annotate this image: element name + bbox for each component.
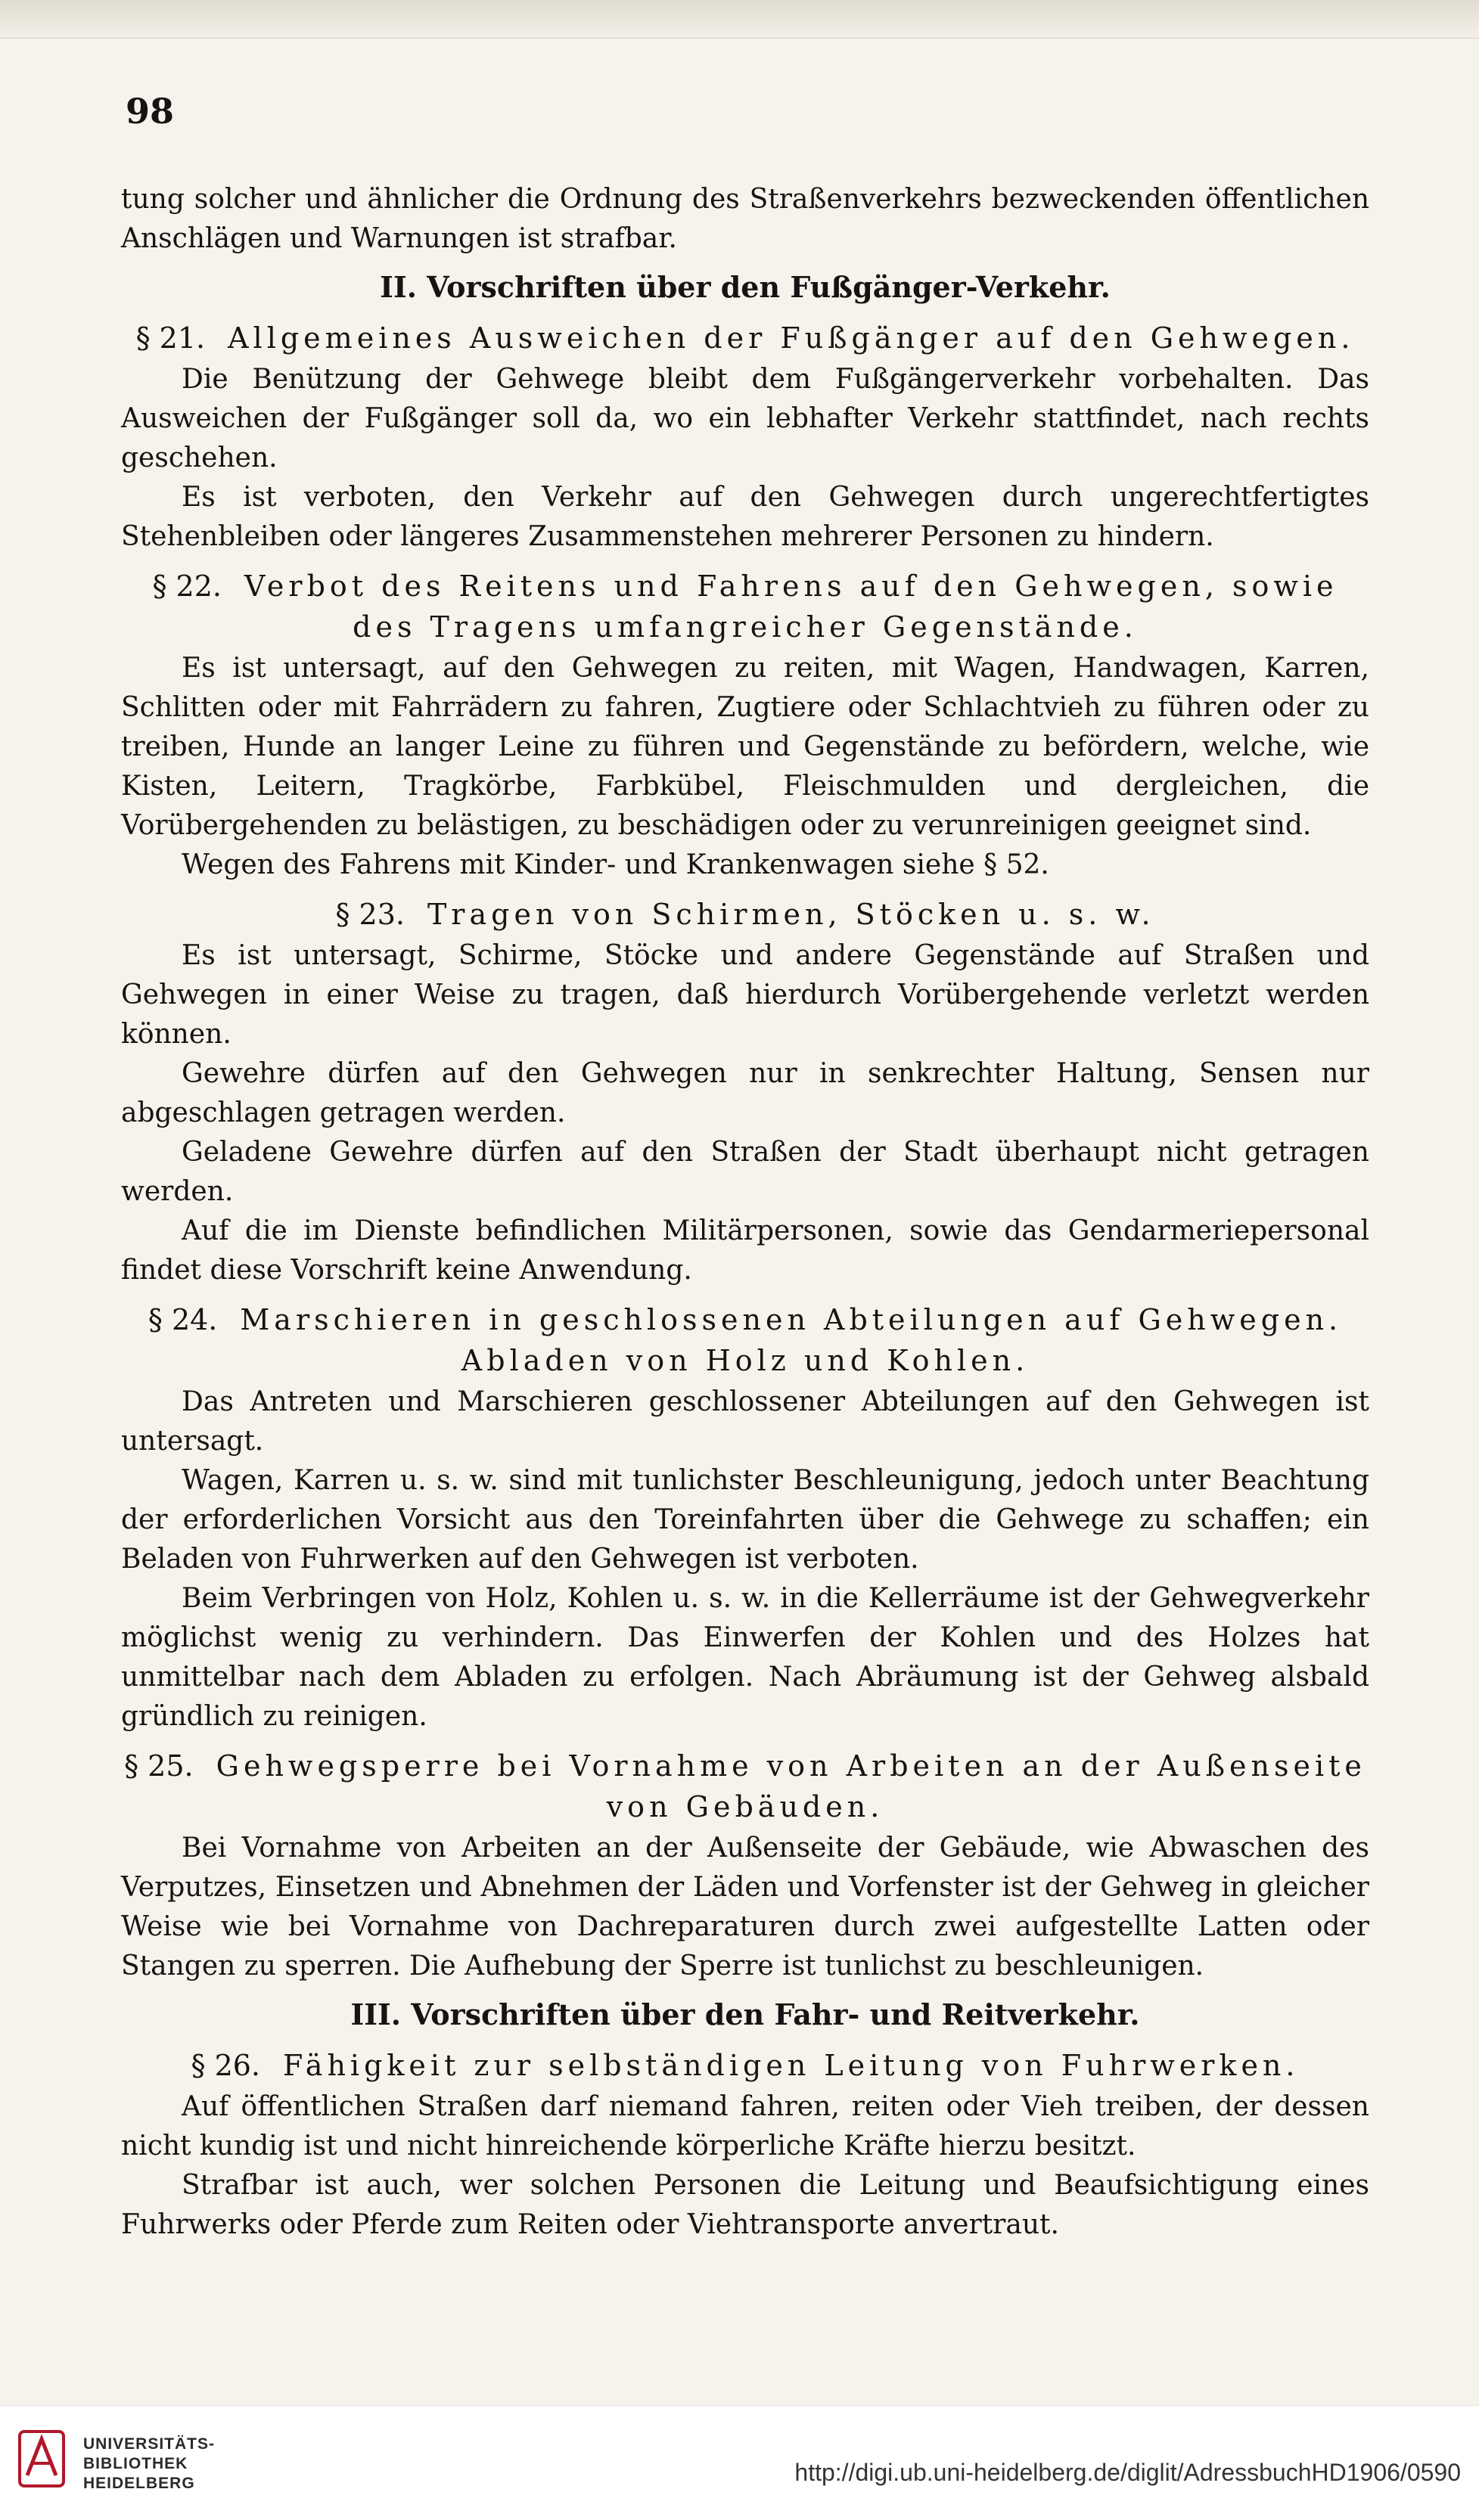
university-library-logo-icon (17, 2428, 67, 2489)
paragraph-title (121, 1746, 1369, 1827)
paragraph-text: Strafbar ist auch, wer solchen Personen die Leitung und Beaufsichtigung eines Fuhrwerks oder Pferde zum Reiten oder Viehtransporte anvertraut. (121, 2170, 1369, 2240)
intro-text: tung solcher und ähnlicher die Ordnung des Straßenverkehrs bezweckenden öffentlichen Anschlägen und Warnungen ist strafbar. (121, 184, 1369, 254)
paragraph-title (121, 1299, 1369, 1381)
paragraph-text: Auf öffentlichen Straßen darf niemand fahren, reiten oder Vieh treiben, der dessen nicht kundig ist und nicht hinreichende körperliche Kräfte hierzu besitzt. (121, 2091, 1369, 2162)
paragraph-title-text: Allgemeines Ausweichen der Fußgänger auf den Gehwegen. (228, 321, 1355, 355)
paragraph-text: Auf die im Dienste befindlichen Militärpersonen, sowie das Gendarmeriepersonal findet diese Vorschrift keine Anwendung. (121, 1215, 1369, 1286)
paragraph-title-text: Marschieren in geschlossenen Abteilungen auf Gehwegen. Abladen von Holz und Kohlen. (240, 1303, 1343, 1377)
paragraph-number: § 25. (124, 1749, 194, 1783)
library-line: UNIVERSITÄTS- (83, 2435, 216, 2453)
paragraph-title (121, 566, 1369, 647)
paragraph-text: Die Benützung der Gehwege bleibt dem Fußgängerverkehr vorbehalten. Das Ausweichen der Fußgänger soll da, wo ein lebhafter Verkehr stattfindet, nach rechts geschehen. (121, 364, 1369, 473)
paragraph-text: Es ist verboten, den Verkehr auf den Gehwegen durch ungerechtfertigtes Stehenbleiben oder längeres Zusammenstehen mehrerer Personen zu hindern. (121, 482, 1369, 552)
footer-bar (0, 2405, 1479, 2520)
document-page (121, 91, 1369, 2245)
paragraph-text: Es ist untersagt, auf den Gehwegen zu reiten, mit Wagen, Handwagen, Karren, Schlitten oder mit Fahrrädern zu fahren, Zugtiere oder Schlachtvieh zu führen oder zu treiben, Hunde an langer Leine zu führen und Gegenstände zu befördern, welche, wie Kisten, Leitern, Tragkörbe, Farbkübel, Fleischmulden und dergleichen, die Vorübergehenden zu belästigen, zu beschädigen oder zu verunreinigen geeignet sind. (121, 653, 1369, 841)
paragraph-number: § 26. (191, 2049, 260, 2082)
scan-top-edge (0, 0, 1479, 39)
paragraph-text: Es ist untersagt, Schirme, Stöcke und andere Gegenstände auf Straßen und Gehwegen in einer Weise zu tragen, daß hierdurch Vorübergehende verletzt werden können. (121, 940, 1369, 1050)
paragraph-number: § 23. (335, 898, 405, 931)
paragraph-title-text: Gehwegsperre bei Vornahme von Arbeiten an der Außenseite von Gebäuden. (216, 1749, 1366, 1823)
paragraph-text: Das Antreten und Marschieren geschlossener Abteilungen auf den Gehwegen ist untersagt. (121, 1386, 1369, 1457)
paragraph-text: Bei Vornahme von Arbeiten an der Außenseite der Gebäude, wie Abwaschen des Verputzes, Einsetzen und Abnehmen der Läden und Vorfenster ist der Gehweg in gleicher Weise wie bei Vornahme von Dachreparaturen durch zwei aufgestellte Latten oder Stangen zu sperren. Die Aufhebung der Sperre ist tunlichst zu beschleunigen. (121, 1833, 1369, 1982)
paragraph-number: § 22. (152, 569, 222, 603)
paragraph-text: Wagen, Karren u. s. w. sind mit tunlichster Beschleunigung, jedoch unter Beachtung der erforderlichen Vorsicht aus den Toreinfahrten über die Gehwege zu schaffen; ein Beladen von Fuhrwerken auf den Gehwegen ist verboten. (121, 1465, 1369, 1575)
paragraph-title (121, 2045, 1369, 2086)
paragraph-title-text: Fähigkeit zur selbständigen Leitung von Fuhrwerken. (283, 2049, 1300, 2082)
source-url-link[interactable]: http://digi.ub.uni-heidelberg.de/diglit/AdressbuchHD1906/0590 (794, 2459, 1461, 2486)
paragraph-title (121, 318, 1369, 358)
library-line: HEIDELBERG (83, 2475, 195, 2492)
paragraph-text: Gewehre dürfen auf den Gehwegen nur in senkrechter Haltung, Sensen nur abgeschlagen getragen werden. (121, 1058, 1369, 1128)
paragraph-title-text: Verbot des Reitens und Fahrens auf den Gehwegen, sowie des Tragens umfangreicher Gegenstände. (244, 569, 1338, 644)
paragraph-title (121, 894, 1369, 935)
paragraph-text: Beim Verbringen von Holz, Kohlen u. s. w. in die Kellerräume ist der Gehwegverkehr möglichst wenig zu verhindern. Das Einwerfen der Kohlen und des Holzes hat unmittelbar nach dem Abladen zu erfolgen. Nach Abräumung ist der Gehweg alsbald gründlich zu reinigen. (121, 1583, 1369, 1732)
section-heading-iii: III. Vorschriften über den Fahr- und Reitverkehr. (350, 1997, 1140, 2031)
paragraph-text: Wegen des Fahrens mit Kinder- und Krankenwagen siehe § 52. (182, 849, 1049, 880)
page-number: 98 (126, 91, 175, 132)
paragraph-text: Geladene Gewehre dürfen auf den Straßen der Stadt überhaupt nicht getragen werden. (121, 1137, 1369, 1207)
paragraph-title-text: Tragen von Schirmen, Stöcken u. s. w. (427, 898, 1155, 931)
paragraph-number: § 24. (148, 1303, 218, 1336)
section-heading-ii: II. Vorschriften über den Fußgänger-Verkehr. (380, 270, 1111, 304)
library-name (83, 2435, 215, 2494)
library-line: BIBLIOTHEK (83, 2455, 188, 2472)
paragraph-number: § 21. (135, 321, 206, 355)
